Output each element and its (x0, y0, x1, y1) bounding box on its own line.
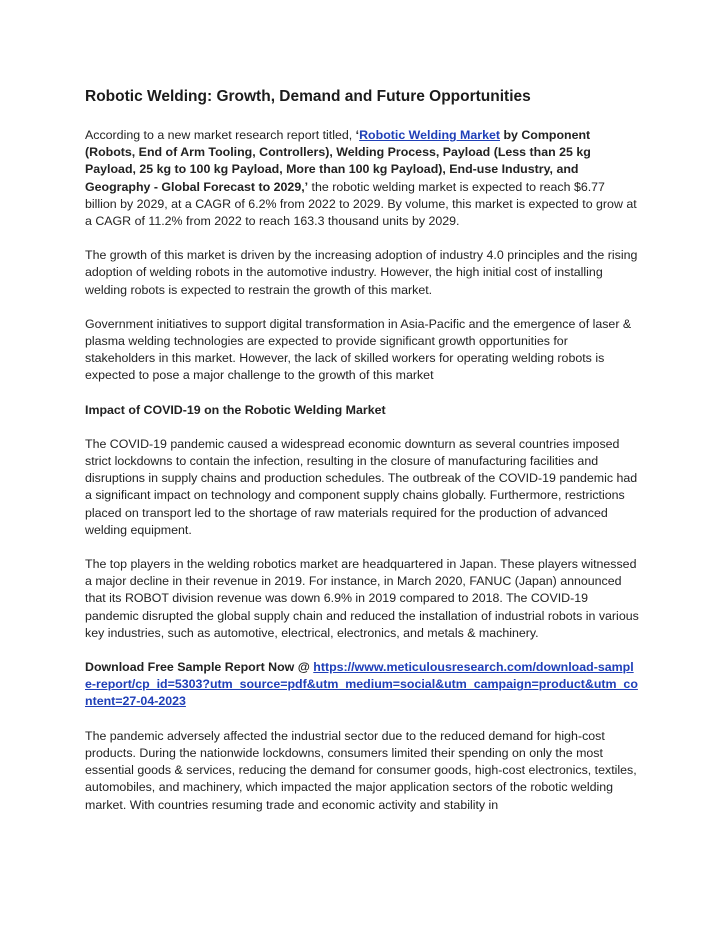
report-title-link[interactable]: Robotic Welding Market (359, 128, 501, 142)
intro-quote-open: ‘ (355, 128, 360, 142)
covid-impact-paragraph: The COVID-19 pandemic caused a widespread economic downturn as several countries imposed strict lockdowns to contain the infection, resulting in the closure of manufacturing facilities and disruptions in supply chains and production schedules. The outbreak of the COVID-19 pandemic had a significant impact on technology and component supply chains globally. Furthermore, restrictions placed on transport led to the shortage of raw materials required for the production of advanced welding equipment. (85, 436, 638, 537)
download-sample-link[interactable]: https://www.meticulousresearch.com/download-sample-report/cp_id=5303?utm_source=pdf&utm_medium=social&utm_campaign=product&utm_content=27-04-2023 (85, 660, 638, 709)
document-page (85, 86, 640, 831)
report-title-rest: by Component (Robots, End of Arm Tooling, Controllers), Welding Process, Payload (Less than 25 kg Payload, 25 kg to 100 kg Payload, More than 100 kg Payload), End-use Industry, and Geography - Global Forecast to 2029,’ (85, 128, 591, 194)
pandemic-effects-paragraph: The pandemic adversely affected the industrial sector due to the reduced demand for high-cost products. During the nationwide lockdowns, consumers limited their spending on only the most essential goods & services, reducing the demand for consumer goods, high-cost electronics, textiles, automobiles, and machinery, which impacted the major application sectors of the robotic welding market. With countries resuming trade and economic activity and stability in (85, 728, 637, 812)
growth-drivers-paragraph: The growth of this market is driven by the increasing adoption of industry 4.0 principles and the rising adoption of welding robots in the automotive industry. However, the high initial cost of installing welding robots is expected to restrain the growth of this market. (85, 248, 638, 297)
opportunities-paragraph: Government initiatives to support digital transformation in Asia-Pacific and the emergence of laser & plasma welding technologies are expected to provide significant growth opportunities for stakeholders in this market. However, the lack of skilled workers for operating welding robots is expected to pose a major challenge to the growth of this market (85, 316, 632, 383)
intro-lead: According to a new market research report titled, (85, 128, 356, 142)
covid-section-heading: Impact of COVID-19 on the Robotic Welding Market (85, 402, 386, 417)
download-label: Download Free Sample Report Now @ (85, 660, 314, 675)
intro-paragraph (85, 127, 640, 230)
intro-tail: the robotic welding market is expected to reach $6.77 billion by 2029, at a CAGR of 6.2% from 2022 to 2029. By volume, this market is expected to grow at a CAGR of 11.2% from 2022 to reach 163.3 thousand units by 2029. (85, 179, 637, 229)
top-players-paragraph: The top players in the welding robotics market are headquartered in Japan. These players witnessed a major decline in their revenue in 2019. For instance, in March 2020, FANUC (Japan) announced that its ROBOT division revenue was down 6.9% in 2019 compared to 2018. The COVID-19 pandemic disrupted the global supply chain and reduced the installation of industrial robots in various key industries, such as automotive, electrical, electronics, and metals & machinery. (85, 557, 639, 640)
document-title: Robotic Welding: Growth, Demand and Future Opportunities (85, 88, 531, 105)
download-sample-line (85, 659, 640, 711)
